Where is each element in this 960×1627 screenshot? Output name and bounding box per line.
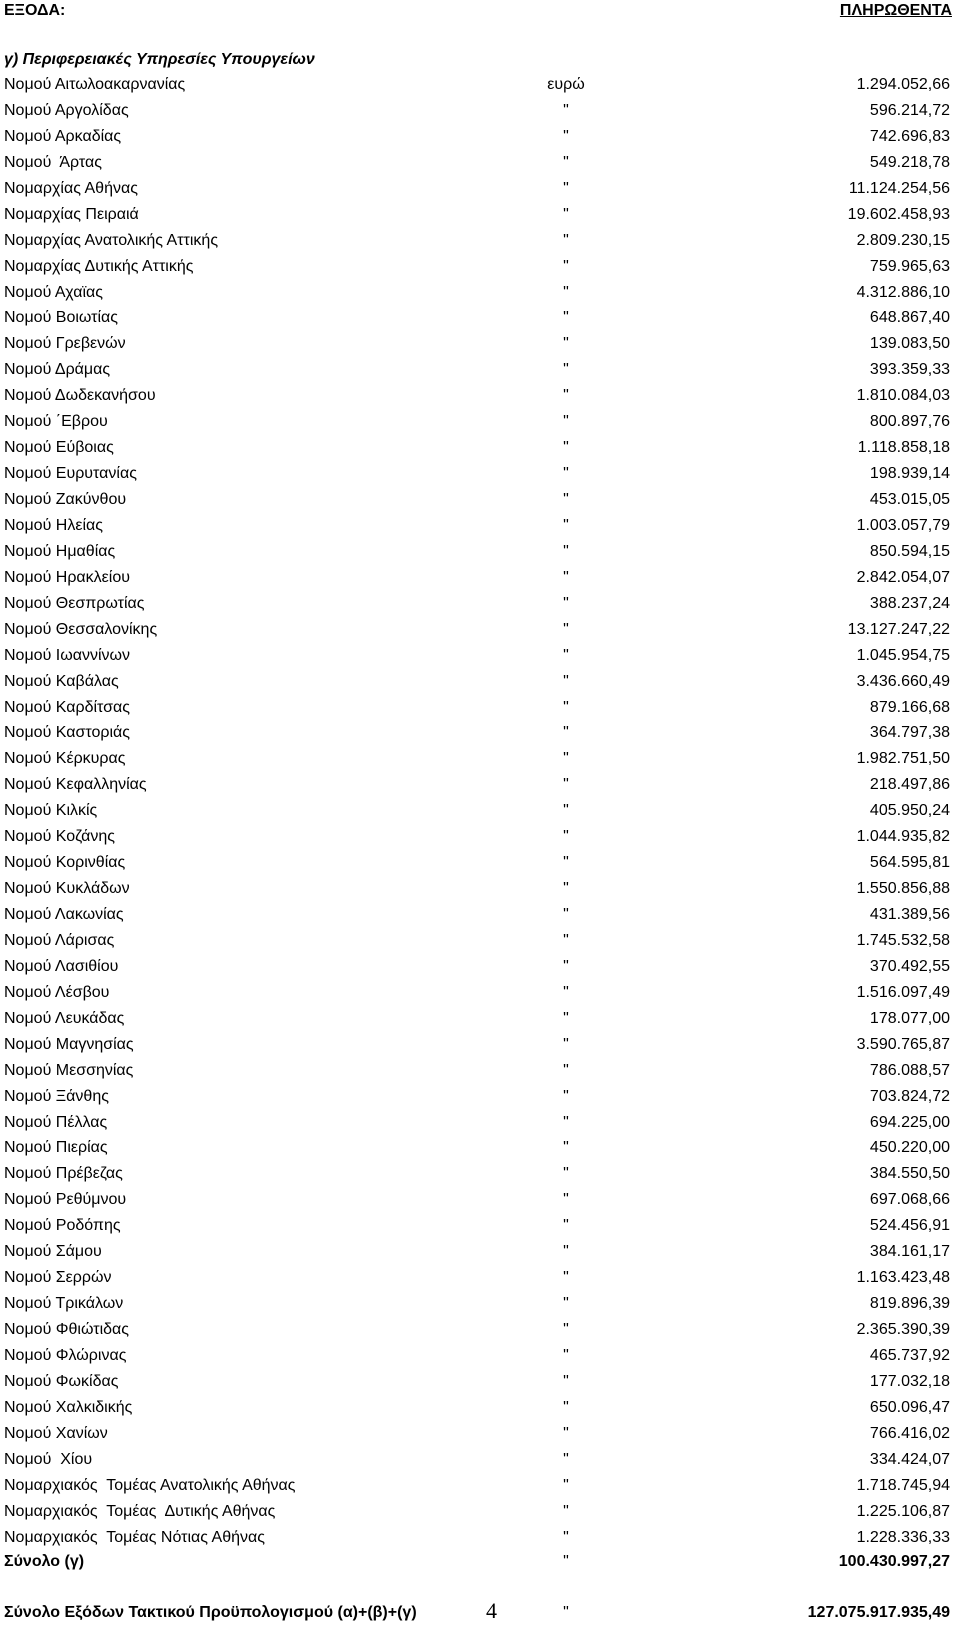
row-amount: 786.088,57 <box>869 1061 950 1079</box>
row-name: Νομού Λάρισας <box>4 931 115 949</box>
row-name: Νομού Άρτας <box>4 153 102 171</box>
row-amount: 1.810.084,03 <box>856 387 950 405</box>
row-unit: " <box>563 724 569 742</box>
row-name: Νομού Μαγνησίας <box>4 1035 134 1053</box>
row-name: Νομού Δωδεκανήσου <box>4 387 156 405</box>
row-unit: " <box>563 516 569 534</box>
table-row <box>0 100 960 126</box>
table-row <box>0 333 960 359</box>
row-amount: 564.595,81 <box>869 854 950 872</box>
row-amount: 1.718.745,94 <box>856 1476 950 1494</box>
row-unit: " <box>563 1035 569 1053</box>
row-amount: 384.161,17 <box>869 1243 950 1261</box>
table-row <box>0 1215 960 1241</box>
row-amount: 2.809.230,15 <box>856 231 950 249</box>
row-amount: 800.897,76 <box>869 413 950 431</box>
row-amount: 178.077,00 <box>869 1009 950 1027</box>
table-row <box>0 359 960 385</box>
row-unit: " <box>563 205 569 223</box>
table-row <box>0 282 960 308</box>
table-row <box>0 1345 960 1371</box>
table-row <box>0 567 960 593</box>
row-unit: " <box>563 127 569 145</box>
row-name: Νομού Κέρκυρας <box>4 750 126 768</box>
row-amount: 1.044.935,82 <box>856 828 950 846</box>
table-row <box>0 956 960 982</box>
table-row <box>0 1189 960 1215</box>
row-name: Νομού Ροδόπης <box>4 1217 121 1235</box>
row-unit: " <box>563 542 569 560</box>
table-row <box>0 1060 960 1086</box>
table-row <box>0 1293 960 1319</box>
row-name: Νομού Αχαϊας <box>4 283 103 301</box>
row-name: Νομού Χανίων <box>4 1424 108 1442</box>
row-amount: 694.225,00 <box>869 1113 950 1131</box>
row-name: Νομού Φθιώτιδας <box>4 1321 129 1338</box>
table-row <box>0 619 960 645</box>
table-row <box>0 1397 960 1423</box>
table-row <box>0 645 960 671</box>
paid-heading: ΠΛΗΡΩΘΕΝΤΑ <box>839 2 952 19</box>
table-row <box>0 1137 960 1163</box>
row-amount: 198.939,14 <box>869 465 950 483</box>
row-amount: 405.950,24 <box>869 802 950 820</box>
row-unit: " <box>563 1295 569 1313</box>
row-unit: " <box>563 1165 569 1183</box>
table-row <box>0 74 960 100</box>
grand-total-label: Σύνολο Εξόδων Τακτικού Προϋπολογισμού (α)+(β)+(γ) <box>4 1604 417 1621</box>
table-row <box>0 204 960 230</box>
row-amount: 742.696,83 <box>869 127 950 145</box>
expenses-table <box>0 74 960 1552</box>
row-unit: " <box>563 1424 569 1442</box>
table-row <box>0 1086 960 1112</box>
table-row <box>0 230 960 256</box>
row-name: Νομού Λακωνίας <box>4 906 124 923</box>
row-unit: " <box>563 620 569 638</box>
page-header <box>0 0 960 26</box>
table-row <box>0 1241 960 1267</box>
row-unit: " <box>563 1346 569 1364</box>
row-name: Νομού Ηλείας <box>4 516 103 534</box>
row-name: Νομού Βοιωτίας <box>4 309 118 327</box>
row-name: Νομού Γρεβενών <box>4 335 126 353</box>
row-unit: " <box>563 1139 569 1157</box>
row-name: Νομού Φλώρινας <box>4 1346 127 1364</box>
row-name: Νομού Αργολίδας <box>4 101 129 119</box>
subtotal-unit: " <box>563 1553 569 1570</box>
row-name: Νομού Θεσσαλονίκης <box>4 620 158 638</box>
row-unit: " <box>563 1217 569 1235</box>
row-name: Νομού Κιλκίς <box>4 802 98 820</box>
table-row <box>0 1008 960 1034</box>
row-name: Νομαρχιακός Τομέας Ανατολικής Αθήνας <box>4 1476 296 1494</box>
row-amount: 1.163.423,48 <box>856 1269 950 1287</box>
row-amount: 766.416,02 <box>869 1424 950 1442</box>
table-row <box>0 1449 960 1475</box>
row-name: Νομού Δράμας <box>4 361 111 379</box>
row-unit: " <box>563 1450 569 1468</box>
row-amount: 11.124.254,56 <box>848 179 950 197</box>
row-name: Νομού Λέσβου <box>4 983 110 1001</box>
table-row <box>0 697 960 723</box>
row-amount: 393.359,33 <box>869 361 950 379</box>
row-amount: 3.436.660,49 <box>856 672 950 690</box>
row-unit: " <box>563 1269 569 1287</box>
row-amount: 450.220,00 <box>869 1139 950 1157</box>
row-unit: " <box>563 1009 569 1027</box>
table-row <box>0 307 960 333</box>
row-unit: " <box>563 646 569 664</box>
row-unit: " <box>563 931 569 949</box>
table-row <box>0 930 960 956</box>
row-unit: " <box>563 361 569 379</box>
row-amount: 1.550.856,88 <box>856 880 950 898</box>
row-name: Νομού Ξάνθης <box>4 1087 109 1105</box>
row-amount: 2.365.390,39 <box>856 1321 950 1338</box>
table-row <box>0 878 960 904</box>
row-amount: 1.118.858,18 <box>857 439 950 457</box>
row-unit: " <box>563 231 569 249</box>
row-unit: " <box>563 153 569 171</box>
row-amount: 384.550,50 <box>869 1165 950 1183</box>
row-amount: 370.492,55 <box>869 957 950 975</box>
row-name: Νομού Καστοριάς <box>4 724 130 742</box>
row-unit: " <box>563 1372 569 1390</box>
row-amount: 1.003.057,79 <box>856 516 950 534</box>
table-row <box>0 411 960 437</box>
row-amount: 364.797,38 <box>869 724 950 742</box>
row-amount: 703.824,72 <box>869 1087 950 1105</box>
row-unit: " <box>563 594 569 612</box>
grand-total-unit: " <box>563 1604 569 1621</box>
row-amount: 1.745.532,58 <box>856 931 950 949</box>
row-amount: 13.127.247,22 <box>847 620 950 638</box>
row-name: Νομού Εύβοιας <box>4 439 114 457</box>
row-name: Νομαρχίας Πειραιά <box>4 205 139 223</box>
row-name: Νομού Καβάλας <box>4 672 119 690</box>
row-unit: " <box>563 1087 569 1105</box>
table-row <box>0 1163 960 1189</box>
table-row <box>0 1034 960 1060</box>
row-unit: " <box>563 257 569 275</box>
row-amount: 4.312.886,10 <box>856 283 950 301</box>
row-amount: 819.896,39 <box>869 1295 950 1313</box>
row-unit: " <box>563 750 569 768</box>
row-unit: " <box>563 828 569 846</box>
row-unit: " <box>563 672 569 690</box>
row-unit: " <box>563 1191 569 1209</box>
section-title: γ) Περιφερειακές Υπηρεσίες Υπουργείων <box>4 51 315 68</box>
row-name: Νομού Ρεθύμνου <box>4 1191 127 1209</box>
row-unit: " <box>563 1321 569 1338</box>
row-name: Νομού Αρκαδίας <box>4 127 122 145</box>
table-row <box>0 593 960 619</box>
row-name: Νομαρχιακός Τομέας Δυτικής Αθήνας <box>4 1502 276 1520</box>
row-amount: 1.516.097,49 <box>856 983 950 1001</box>
row-unit: " <box>563 179 569 197</box>
page-number: 4 <box>486 1598 497 1623</box>
row-name: Νομού Καρδίτσας <box>4 698 130 716</box>
row-unit: " <box>563 465 569 483</box>
row-name: Νομού Πρέβεζας <box>4 1165 123 1183</box>
row-name: Νομού Αιτωλοακαρνανίας <box>4 76 186 93</box>
row-name: Νομού Σάμου <box>4 1243 102 1261</box>
table-row <box>0 463 960 489</box>
table-row <box>0 748 960 774</box>
table-row <box>0 178 960 204</box>
table-row <box>0 256 960 282</box>
row-name: Νομού Ευρυτανίας <box>4 465 137 483</box>
row-amount: 2.842.054,07 <box>856 568 950 586</box>
row-unit: " <box>563 1528 569 1546</box>
row-name: Νομού Χαλκιδικής <box>4 1398 133 1416</box>
table-row <box>0 1371 960 1397</box>
row-name: Νομού ΄Εβρου <box>4 413 108 431</box>
row-amount: 549.218,78 <box>869 153 950 171</box>
row-unit: " <box>563 387 569 405</box>
row-name: Νομαρχίας Ανατολικής Αττικής <box>4 231 219 249</box>
table-row <box>0 904 960 930</box>
row-amount: 1.294.052,66 <box>856 76 950 93</box>
row-unit: " <box>563 1243 569 1261</box>
expenses-heading: ΕΞΟΔΑ: <box>4 2 66 19</box>
row-name: Νομού Ζακύνθου <box>4 491 127 508</box>
row-amount: 19.602.458,93 <box>847 205 950 223</box>
row-amount: 218.497,86 <box>869 776 950 794</box>
row-name: Νομού Κορινθίας <box>4 854 126 872</box>
row-name: Νομού Πέλλας <box>4 1113 108 1131</box>
row-amount: 650.096,47 <box>869 1398 950 1416</box>
row-unit: " <box>563 101 569 119</box>
row-amount: 431.389,56 <box>869 906 950 923</box>
row-unit: " <box>563 568 569 586</box>
table-row <box>0 1527 960 1553</box>
row-amount: 596.214,72 <box>869 101 950 119</box>
row-name: Νομαρχίας Δυτικής Αττικής <box>4 257 194 275</box>
row-amount: 453.015,05 <box>869 491 950 508</box>
row-unit: " <box>563 802 569 820</box>
subtotal-amount: 100.430.997,27 <box>838 1553 950 1570</box>
row-name: Νομού Κεφαλληνίας <box>4 776 147 794</box>
row-name: Νομού Ιωαννίνων <box>4 646 130 664</box>
row-amount: 850.594,15 <box>869 542 950 560</box>
row-unit: " <box>563 983 569 1001</box>
row-amount: 1.982.751,50 <box>856 750 950 768</box>
table-row <box>0 800 960 826</box>
row-unit: ευρώ <box>547 76 585 93</box>
row-name: Νομού Σερρών <box>4 1269 112 1287</box>
row-amount: 334.424,07 <box>869 1450 950 1468</box>
row-unit: " <box>563 309 569 327</box>
row-amount: 524.456,91 <box>869 1217 950 1235</box>
row-amount: 388.237,24 <box>869 594 950 612</box>
row-amount: 648.867,40 <box>869 309 950 327</box>
table-row <box>0 489 960 515</box>
table-row <box>0 515 960 541</box>
row-unit: " <box>563 1502 569 1520</box>
row-name: Νομού Μεσσηνίας <box>4 1061 134 1079</box>
row-amount: 879.166,68 <box>869 698 950 716</box>
row-unit: " <box>563 1061 569 1079</box>
row-unit: " <box>563 906 569 923</box>
row-unit: " <box>563 1113 569 1131</box>
subtotal-label: Σύνολο (γ) <box>4 1553 85 1570</box>
row-amount: 177.032,18 <box>869 1372 950 1390</box>
table-row <box>0 541 960 567</box>
table-row <box>0 385 960 411</box>
row-unit: " <box>563 439 569 457</box>
row-unit: " <box>563 776 569 794</box>
row-name: Νομού Χίου <box>4 1450 93 1468</box>
table-row <box>0 1319 960 1345</box>
table-row <box>0 852 960 878</box>
table-row <box>0 1423 960 1449</box>
row-unit: " <box>563 880 569 898</box>
row-unit: " <box>563 283 569 301</box>
table-row <box>0 1475 960 1501</box>
row-name: Νομού Φωκίδας <box>4 1372 119 1390</box>
table-row <box>0 722 960 748</box>
table-row <box>0 671 960 697</box>
row-unit: " <box>563 957 569 975</box>
row-name: Νομού Ημαθίας <box>4 542 116 560</box>
row-amount: 1.228.336,33 <box>856 1528 950 1546</box>
table-row <box>0 437 960 463</box>
row-amount: 465.737,92 <box>869 1346 950 1364</box>
row-amount: 1.225.106,87 <box>856 1502 950 1520</box>
row-name: Νομού Κυκλάδων <box>4 880 130 898</box>
row-name: Νομού Τρικάλων <box>4 1295 124 1313</box>
row-name: Νομού Ηρακλείου <box>4 568 131 586</box>
row-amount: 1.045.954,75 <box>856 646 950 664</box>
row-unit: " <box>563 413 569 431</box>
row-unit: " <box>563 1476 569 1494</box>
table-row <box>0 126 960 152</box>
table-row <box>0 1501 960 1527</box>
grand-total-amount: 127.075.917.935,49 <box>807 1604 950 1621</box>
grand-total-row <box>0 1598 960 1627</box>
row-name: Νομού Λασιθίου <box>4 957 119 975</box>
row-name: Νομού Λευκάδας <box>4 1009 125 1027</box>
row-amount: 139.083,50 <box>869 335 950 353</box>
row-name: Νομού Θεσπρωτίας <box>4 594 145 612</box>
row-unit: " <box>563 1398 569 1416</box>
row-unit: " <box>563 854 569 872</box>
table-row <box>0 152 960 178</box>
row-amount: 3.590.765,87 <box>856 1035 950 1053</box>
row-amount: 697.068,66 <box>869 1191 950 1209</box>
table-row <box>0 774 960 800</box>
row-amount: 759.965,63 <box>869 257 950 275</box>
table-row <box>0 1112 960 1138</box>
row-name: Νομού Κοζάνης <box>4 828 115 846</box>
row-name: Νομαρχιακός Τομέας Νότιας Αθήνας <box>4 1528 265 1546</box>
row-unit: " <box>563 698 569 716</box>
table-row <box>0 826 960 852</box>
row-name: Νομαρχίας Αθήνας <box>4 179 138 197</box>
table-row <box>0 1267 960 1293</box>
row-unit: " <box>563 491 569 508</box>
subtotal-row <box>0 1551 960 1577</box>
row-unit: " <box>563 335 569 353</box>
table-row <box>0 982 960 1008</box>
row-name: Νομού Πιερίας <box>4 1139 108 1157</box>
